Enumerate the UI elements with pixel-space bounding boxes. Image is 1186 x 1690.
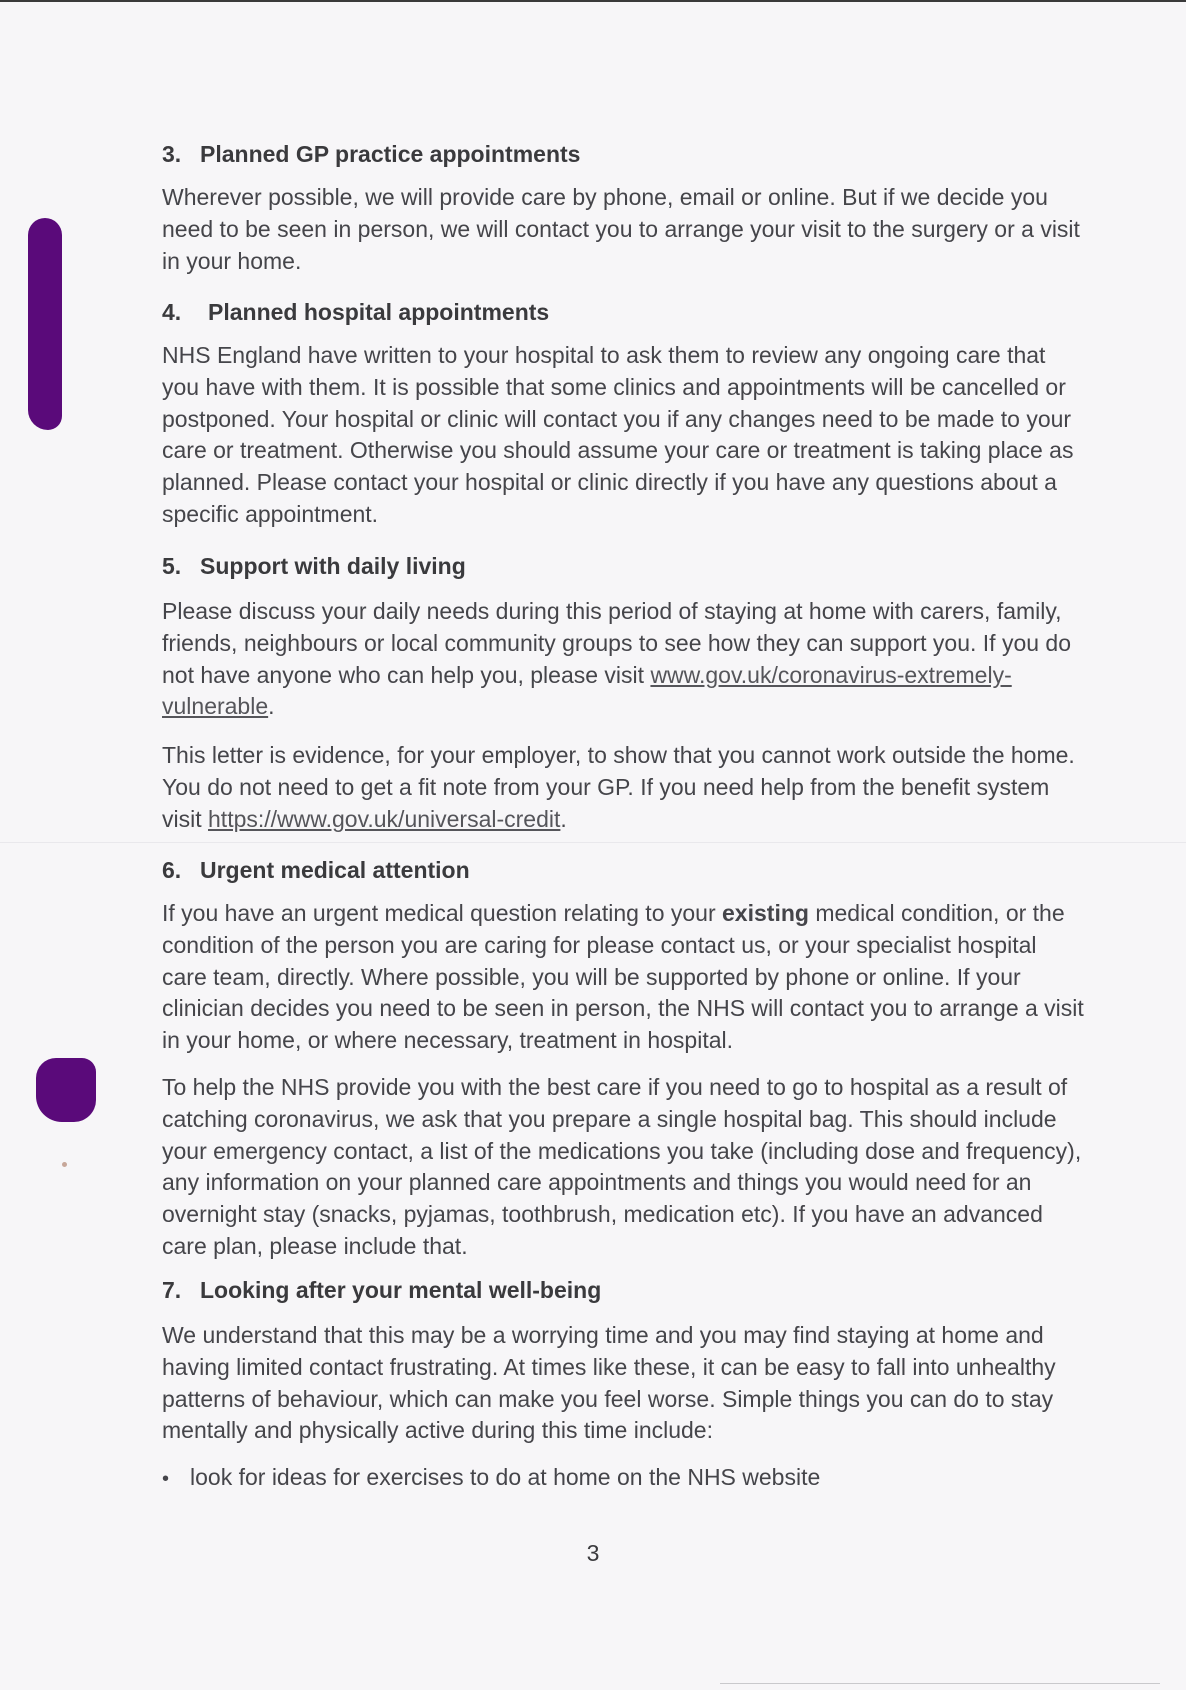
scan-speck (62, 1162, 67, 1167)
scan-fold-line (0, 842, 1186, 843)
paragraph-end: . (560, 805, 567, 832)
paragraph (162, 898, 1087, 1057)
section-heading (162, 552, 466, 580)
paragraph-text: medical condition, or the condition of the person you are caring for please contact us, or your specialist hospital care team, directly. Where possible, you will be supported by phone or online. If your clinician decides you need to be seen in person, the NHS will contact you to arrange a visit in your home, or where necessary, treatment in hospital. (162, 900, 1084, 1054)
paragraph: NHS England have written to your hospital to ask them to review any ongoing care that you have with them. It is possible that some clinics and appointments will be cancelled or postponed. Your hospital or clinic will contact you if any changes need to be made to your care or treatment. Otherwise you should assume your care or treatment is taking place as planned. Please contact your hospital or clinic directly if you have any questions about a specific appointment. (162, 342, 1074, 527)
paragraph-text: Please discuss your daily needs during this period of staying at home with carers, family, friends, neighbours or local community groups to see how they can support you. If you do not have anyone who can help you, please visit (162, 598, 1072, 688)
section-heading (162, 140, 580, 168)
paragraph-text: If you have an urgent medical question relating to your (162, 900, 716, 926)
section-number: 6. (162, 857, 182, 883)
redaction-mark (36, 1058, 96, 1122)
section-title: Planned GP practice appointments (200, 141, 581, 167)
section-heading (162, 1276, 601, 1304)
section-title: Support with daily living (200, 553, 466, 579)
emphasis: existing (722, 900, 809, 926)
list-item-text: look for ideas for exercises to do at home on the NHS website (190, 1464, 821, 1490)
page-number: 3 (586, 1540, 600, 1566)
section-title: Urgent medical attention (200, 857, 470, 883)
section-number: 7. (162, 1277, 182, 1303)
paragraph: Wherever possible, we will provide care by phone, email or online. But if we decide you need to be seen in person, we will contact you to arrange your visit to the surgery or a visit in your home. (162, 184, 1080, 274)
paragraph: We understand that this may be a worrying time and you may find staying at home and having limited contact frustrating. At times like these, it can be easy to fall into unhealthy patterns of behaviour, which can make you feel worse. Simple things you can do to stay mentally and physically active during this time include: (162, 1322, 1056, 1444)
list-item (162, 1462, 820, 1495)
redaction-mark (28, 218, 62, 430)
vulnerable-link[interactable]: www.gov.uk/coronavirus-extremely-vulnerable (162, 661, 1012, 720)
section-number: 5. (162, 553, 182, 579)
bullet-icon: • (162, 1468, 170, 1490)
universal-credit-link[interactable]: https://www.gov.uk/universal-credit (208, 805, 561, 832)
paragraph (162, 596, 1087, 723)
section-heading (162, 856, 470, 884)
paragraph-end: . (268, 693, 275, 720)
section-heading (162, 298, 549, 326)
paragraph: To help the NHS provide you with the best care if you need to go to hospital as a result of catching coronavirus, we ask that you prepare a single hospital bag. This should include your emergency contact, a list of the medications you take (including dose and frequency), any information on your planned care appointments and things you would need for an overnight stay (snacks, pyjamas, toothbrush, medication etc). If you have an advanced care plan, please include that. (162, 1074, 1082, 1259)
section-title: Looking after your mental well-being (200, 1277, 602, 1303)
section-title: Planned hospital appointments (208, 299, 550, 325)
scan-top-edge (0, 0, 1186, 2)
section-number: 4. (162, 299, 182, 325)
section-number: 3. (162, 141, 182, 167)
paragraph-text: This letter is evidence, for your employer, to show that you cannot work outside the home. You do not need to get a fit note from your GP. If you need help from the benefit system visit (162, 742, 1075, 832)
scan-bottom-edge (720, 1683, 1160, 1684)
paragraph (162, 740, 1087, 835)
